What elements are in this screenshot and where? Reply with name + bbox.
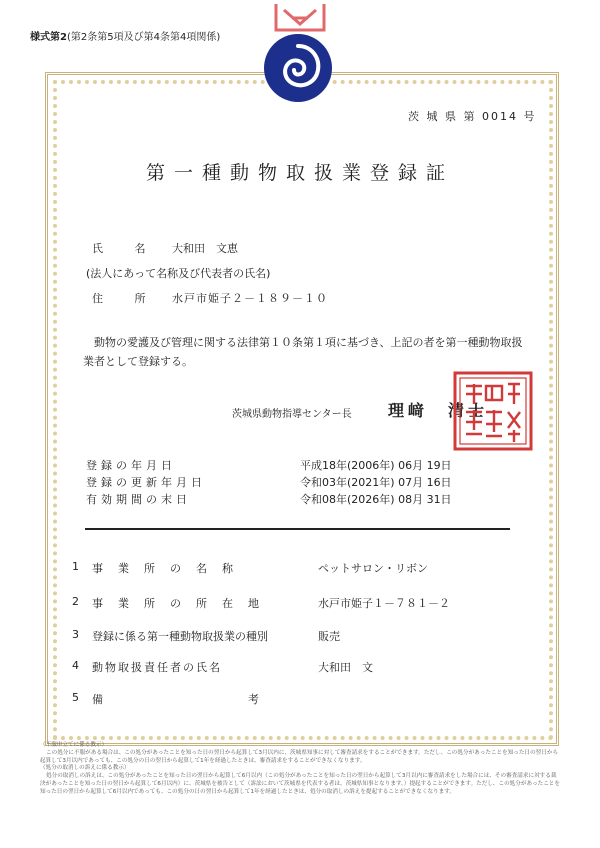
detail-number: 1	[72, 560, 79, 573]
notes-heading-appeal: （不服申立てに係る教示）	[40, 742, 108, 748]
expiry-date-label: 有効期間の末日	[86, 493, 191, 506]
partial-seal-icon	[272, 4, 328, 34]
notes-paragraph-appeal: この処分に不服がある場合は、この処分があったことを知った日の翌日から起算して3月以内に、茨城県知事に対して審査請求をすることができます。ただし、この処分があったことを知った日の翌日から起算して3月以内であっても、この処分の日の翌日から起算して1年を経過したときは、審査請求をすることができなくなります。	[40, 749, 559, 764]
name-label: 氏 名	[92, 242, 160, 255]
notes-heading-lawsuit: （処分の取消しの訴えに係る教示）	[40, 765, 130, 772]
section-divider	[85, 528, 510, 530]
manager-name-value: 大和田 文	[318, 661, 373, 674]
manager-name-label: 動物取扱責任者の氏名	[92, 661, 222, 674]
registration-date-value: 平成18年(2006年) 06月 19日	[300, 459, 452, 472]
registration-date-label: 登録の年月日	[86, 459, 176, 472]
appeal-notes	[40, 742, 560, 797]
business-type-label: 登録に係る第一種動物取扱業の種別	[92, 630, 268, 643]
name-value: 大和田 文恵	[172, 242, 238, 255]
business-name-label: 事 業 所 の 名 称	[92, 562, 235, 575]
renewal-date-value: 令和03年(2021年) 07月 16日	[300, 476, 452, 489]
registration-statement: 動物の愛護及び管理に関する法律第１０条第１項に基づき、上記の者を第一種動物取扱業者として登録する。	[83, 336, 523, 368]
address-value: 水戸市姫子２－１８９－１０	[172, 292, 328, 305]
remarks-label: 備 考	[92, 693, 261, 706]
detail-number: 4	[72, 659, 79, 672]
issuer-title: 茨城県動物指導センター長	[232, 409, 352, 420]
corporate-note: (法人にあって名称及び代表者の氏名)	[86, 267, 271, 280]
official-seal-icon	[452, 370, 534, 452]
document-title: 第一種動物取扱業登録証	[145, 162, 454, 184]
renewal-date-label: 登録の更新年月日	[86, 476, 206, 489]
detail-number: 5	[72, 691, 79, 704]
address-label: 住 所	[92, 292, 160, 305]
business-address-label: 事 業 所 の 所 在 地	[92, 597, 261, 610]
prefectural-emblem-icon	[262, 32, 334, 104]
notes-paragraph-lawsuit: 処分の取消しの訴えは、この処分があったことを知った日の翌日から起算して6月以内（この処分があったことを知った日の翌日から起算して3月以内に審査請求をした場合には、その審査請求に対する裁決があったことを知った日の翌日から起算して6月以内）に、茨城県を被告として（訴訟において茨城県を代表する者は、茨城県知事となります。）提起することができます。ただし、この処分があったことを知った日の翌日から起算して6月以内であっても、この処分の日の翌日から起算して1年を経過したときは、処分の取消しの訴えを提起することができなくなります。	[40, 773, 560, 795]
business-address-value: 水戸市姫子１－７８１－２	[318, 597, 450, 610]
form-label: 様式第2(第2条第5項及び第4条第4項関係)	[30, 32, 221, 43]
registration-number: 茨 城 県 第 0014 号	[408, 110, 537, 123]
detail-number: 3	[72, 628, 79, 641]
business-name-value: ペットサロン・リボン	[318, 562, 428, 575]
issuer-name: 理﨑 清士	[388, 401, 489, 420]
business-type-value: 販売	[318, 630, 340, 643]
expiry-date-value: 令和08年(2026年) 08月 31日	[300, 493, 452, 506]
detail-number: 2	[72, 595, 79, 608]
